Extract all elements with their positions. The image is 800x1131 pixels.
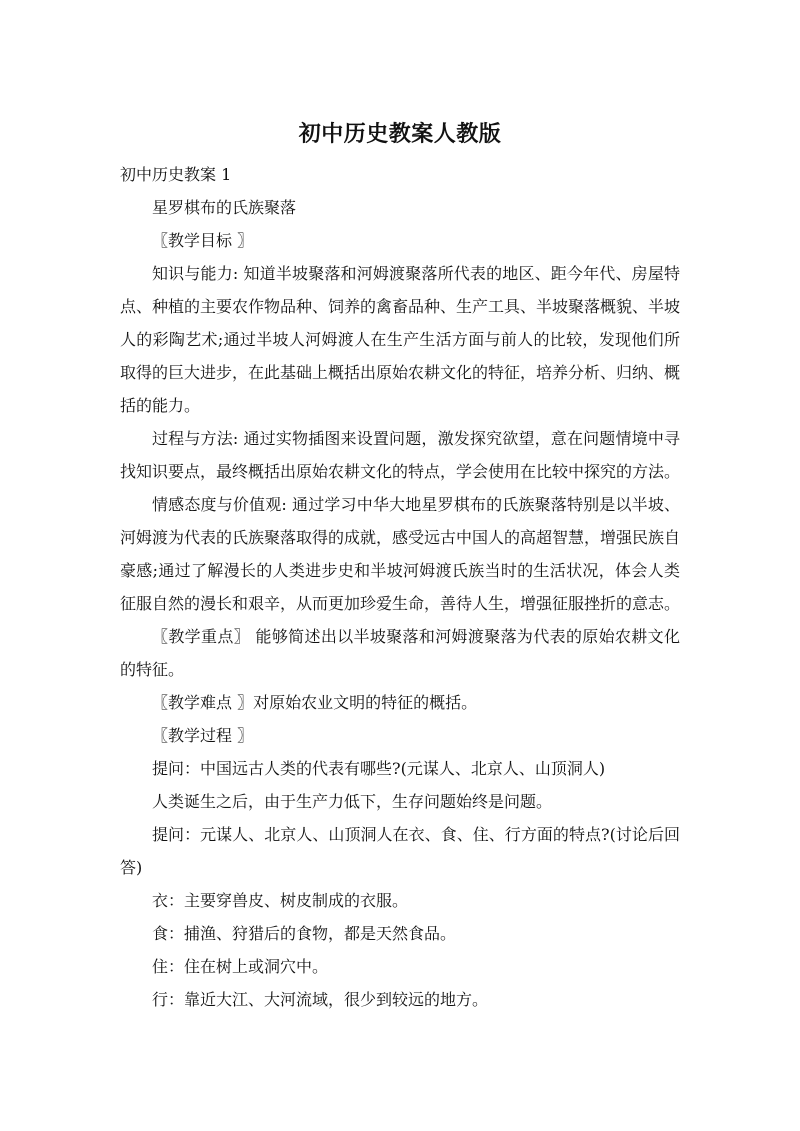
question-1-paragraph: 提问：中国远古人类的代表有哪些?(元谋人、北京人、山顶洞人) [152, 759, 606, 778]
process-method-paragraph: 过程与方法: 通过实物插图来设置问题，激发探究欲望，意在问题情境中寻找知识要点，最终概括出原始农耕文化的特点，学会使用在比较中探究的方法。 [120, 429, 681, 481]
question-2-paragraph: 提问：元谋人、北京人、山顶洞人在衣、食、住、行方面的特点?(讨论后回答) [120, 825, 680, 877]
clothing-paragraph: 衣：主要穿兽皮、树皮制成的衣服。 [152, 891, 409, 910]
housing-paragraph: 住：住在树上或洞穴中。 [152, 957, 329, 976]
statement-1-paragraph: 人类诞生之后，由于生产力低下，生存问题始终是问题。 [152, 792, 553, 811]
objectives-heading: 〖教学目标 〗 [152, 231, 254, 250]
document-title: 初中历史教案人教版 [298, 122, 502, 147]
document-body [120, 158, 680, 1016]
process-heading: 〖教学过程 〗 [152, 726, 254, 745]
lesson-label: 初中历史教案 1 [120, 165, 232, 184]
knowledge-ability-paragraph: 知识与能力: 知道半坡聚落和河姆渡聚落所代表的地区、距今年代、房屋特点、种植的主要农作物品种、饲养的禽畜品种、生产工具、半坡聚落概貌、半坡人的彩陶艺术;通过半坡人河姆渡人在生产生活方面与前人的比较，发现他们所取得的巨大进步，在此基础上概括出原始农耕文化的特征，培养分析、归纳、概括的能力。 [120, 264, 681, 415]
difficult-points-paragraph: 〖教学难点 〗对原始农业文明的特征的概括。 [152, 693, 478, 712]
travel-paragraph: 行：靠近大江、大河流域，很少到较远的地方。 [152, 990, 489, 1009]
lesson-topic: 星罗棋布的氏族聚落 [152, 198, 297, 217]
emotion-values-paragraph: 情感态度与价值观: 通过学习中华大地星罗棋布的氏族聚落特别是以半坡、河姆渡为代表的氏族聚落取得的成就，感受远古中国人的高超智慧，增强民族自豪感;通过了解漫长的人类进步史和半坡河姆渡氏族当时的生活状况，体会人类征服自然的漫长和艰辛，从而更加珍爱生命，善待人生，增强征服挫折的意志。 [120, 495, 681, 613]
food-paragraph: 食：捕渔、狩猎后的食物，都是天然食品。 [152, 924, 457, 943]
key-points-paragraph: 〖教学重点〗 能够简述出以半坡聚落和河姆渡聚落为代表的原始农耕文化的特征。 [120, 627, 680, 679]
